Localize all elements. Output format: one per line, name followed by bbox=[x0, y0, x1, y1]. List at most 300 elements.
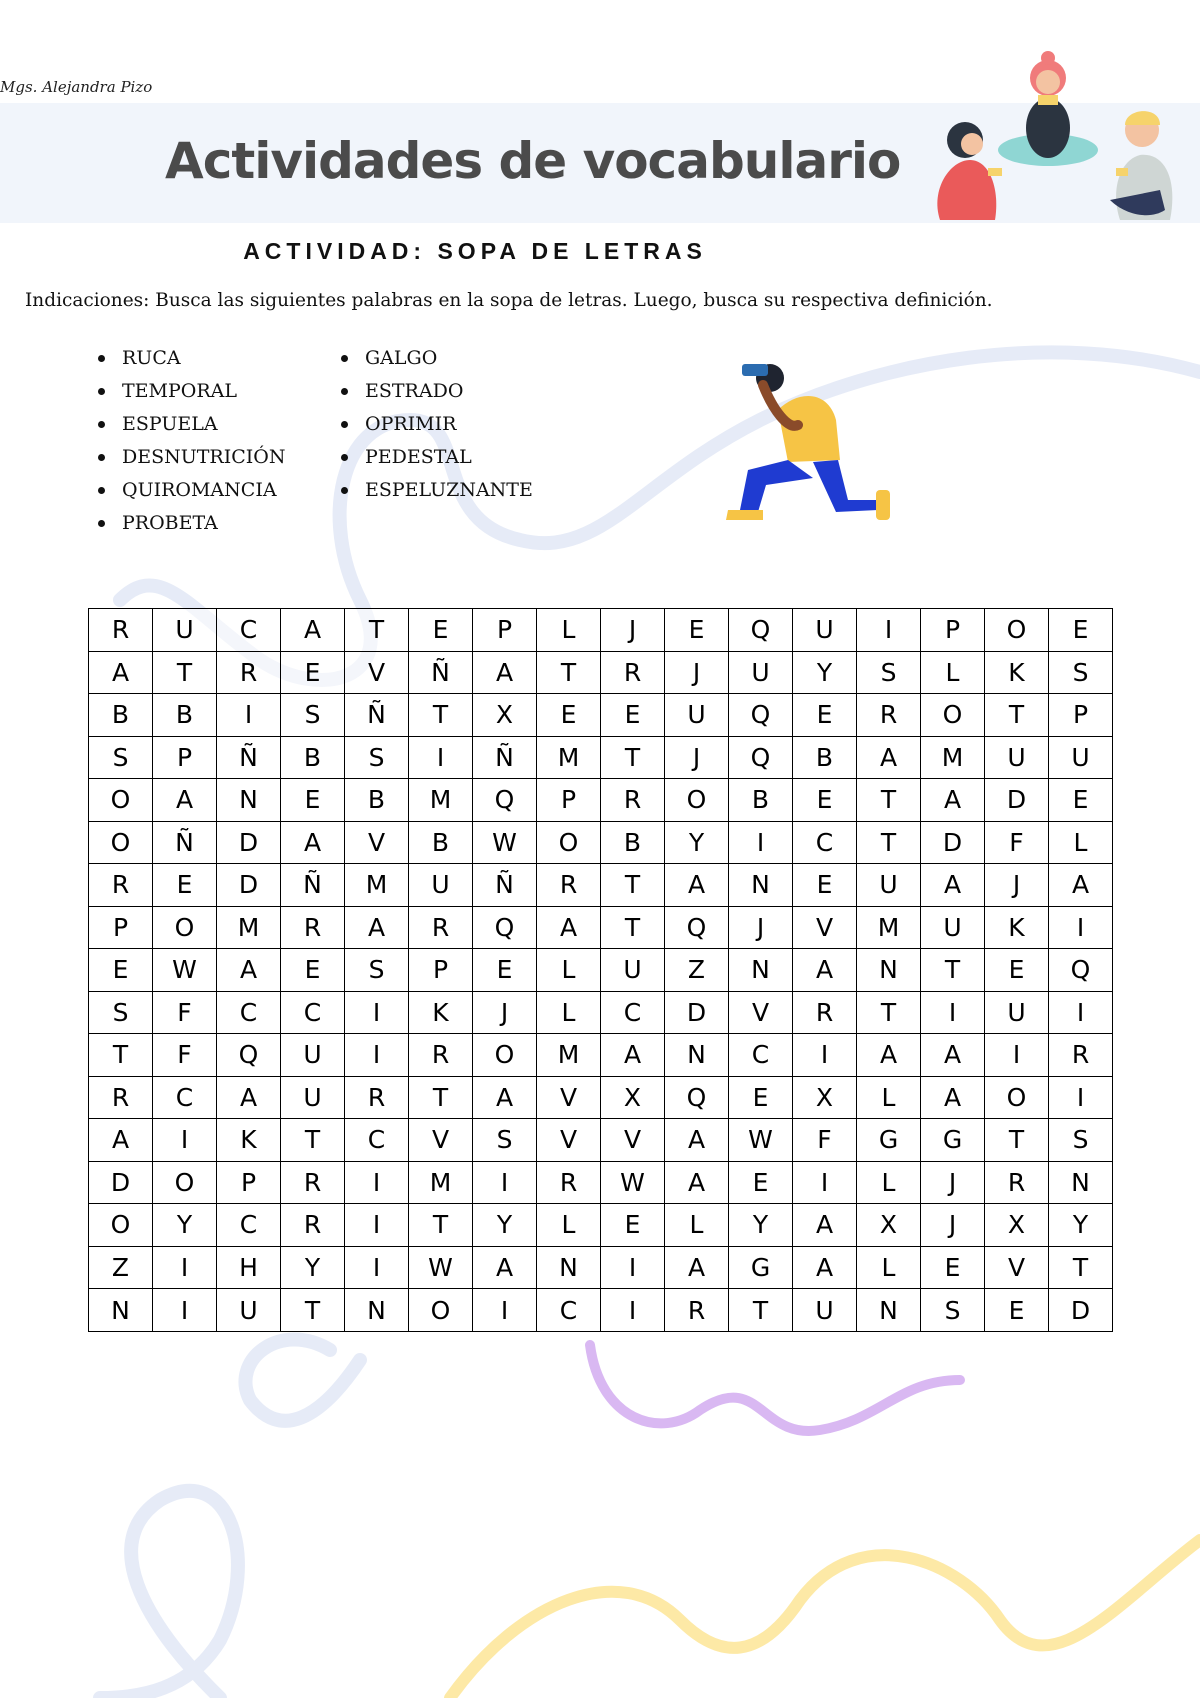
word-list-item bbox=[338, 441, 533, 474]
grid-cell[interactable]: I bbox=[793, 1034, 857, 1077]
grid-cell[interactable]: M bbox=[537, 1034, 601, 1077]
grid-cell[interactable]: F bbox=[153, 991, 217, 1034]
grid-cell[interactable]: X bbox=[857, 1204, 921, 1247]
grid-cell[interactable]: C bbox=[345, 1119, 409, 1162]
grid-cell[interactable]: R bbox=[601, 779, 665, 822]
grid-cell[interactable]: Ñ bbox=[345, 694, 409, 737]
grid-cell[interactable]: L bbox=[537, 1204, 601, 1247]
grid-cell[interactable]: P bbox=[921, 609, 985, 652]
grid-cell[interactable]: B bbox=[793, 736, 857, 779]
grid-cell[interactable]: V bbox=[537, 1119, 601, 1162]
grid-cell[interactable]: I bbox=[345, 1246, 409, 1289]
grid-cell[interactable]: U bbox=[409, 864, 473, 907]
activity-title: ACTIVIDAD: SOPA DE LETRAS bbox=[243, 238, 707, 264]
grid-cell[interactable]: I bbox=[1049, 906, 1113, 949]
grid-cell[interactable]: R bbox=[281, 1161, 345, 1204]
grid-cell[interactable]: U bbox=[921, 906, 985, 949]
grid-cell[interactable]: A bbox=[921, 1034, 985, 1077]
grid-cell[interactable]: R bbox=[409, 906, 473, 949]
grid-row bbox=[89, 736, 1113, 779]
grid-cell[interactable]: T bbox=[281, 1289, 345, 1332]
grid-cell[interactable]: Y bbox=[1049, 1204, 1113, 1247]
grid-cell[interactable]: G bbox=[729, 1246, 793, 1289]
grid-cell[interactable]: P bbox=[153, 736, 217, 779]
grid-cell[interactable]: C bbox=[217, 1204, 281, 1247]
grid-cell[interactable]: T bbox=[345, 609, 409, 652]
word-list-item bbox=[95, 375, 286, 408]
grid-row bbox=[89, 1076, 1113, 1119]
grid-cell[interactable]: V bbox=[601, 1119, 665, 1162]
grid-cell[interactable]: I bbox=[153, 1119, 217, 1162]
word-label: QUIROMANCIA bbox=[122, 479, 277, 501]
grid-cell[interactable]: E bbox=[729, 1161, 793, 1204]
grid-cell[interactable]: O bbox=[409, 1289, 473, 1332]
grid-cell[interactable]: J bbox=[921, 1161, 985, 1204]
grid-cell[interactable]: A bbox=[345, 906, 409, 949]
grid-cell[interactable]: Y bbox=[729, 1204, 793, 1247]
word-list-item bbox=[338, 474, 533, 507]
grid-cell[interactable]: M bbox=[345, 864, 409, 907]
grid-cell[interactable]: I bbox=[153, 1289, 217, 1332]
grid-cell[interactable]: M bbox=[409, 779, 473, 822]
grid-cell[interactable]: Y bbox=[665, 821, 729, 864]
grid-cell[interactable]: T bbox=[857, 779, 921, 822]
grid-cell[interactable]: R bbox=[601, 651, 665, 694]
grid-cell[interactable]: U bbox=[793, 1289, 857, 1332]
grid-cell[interactable]: M bbox=[217, 906, 281, 949]
grid-cell[interactable]: I bbox=[985, 1034, 1049, 1077]
grid-cell[interactable]: S bbox=[345, 736, 409, 779]
grid-cell[interactable]: G bbox=[857, 1119, 921, 1162]
grid-cell[interactable]: I bbox=[793, 1161, 857, 1204]
grid-cell[interactable]: V bbox=[537, 1076, 601, 1119]
grid-cell[interactable]: S bbox=[1049, 1119, 1113, 1162]
grid-cell[interactable]: A bbox=[217, 949, 281, 992]
grid-cell[interactable]: Z bbox=[665, 949, 729, 992]
grid-cell[interactable]: I bbox=[473, 1289, 537, 1332]
grid-cell[interactable]: F bbox=[985, 821, 1049, 864]
grid-cell[interactable]: T bbox=[281, 1119, 345, 1162]
grid-cell[interactable]: A bbox=[537, 906, 601, 949]
grid-cell[interactable]: L bbox=[537, 609, 601, 652]
grid-cell[interactable]: R bbox=[89, 609, 153, 652]
grid-cell[interactable]: A bbox=[473, 1246, 537, 1289]
grid-cell[interactable]: X bbox=[985, 1204, 1049, 1247]
grid-cell[interactable]: W bbox=[153, 949, 217, 992]
grid-cell[interactable]: J bbox=[729, 906, 793, 949]
grid-cell[interactable]: A bbox=[665, 864, 729, 907]
grid-cell[interactable]: T bbox=[89, 1034, 153, 1077]
word-list-item bbox=[95, 408, 286, 441]
grid-cell[interactable]: N bbox=[345, 1289, 409, 1332]
grid-cell[interactable]: O bbox=[985, 1076, 1049, 1119]
grid-cell[interactable]: E bbox=[281, 779, 345, 822]
grid-cell[interactable]: P bbox=[473, 609, 537, 652]
word-label: DESNUTRICIÓN bbox=[122, 446, 286, 468]
grid-cell[interactable]: E bbox=[409, 609, 473, 652]
grid-cell[interactable]: I bbox=[1049, 1076, 1113, 1119]
bullet-icon bbox=[98, 388, 105, 395]
bullet-icon bbox=[341, 487, 348, 494]
grid-cell[interactable]: S bbox=[89, 991, 153, 1034]
grid-cell[interactable]: Q bbox=[729, 694, 793, 737]
grid-cell[interactable]: Q bbox=[1049, 949, 1113, 992]
grid-cell[interactable]: T bbox=[409, 1204, 473, 1247]
grid-cell[interactable]: V bbox=[729, 991, 793, 1034]
grid-cell[interactable]: Q bbox=[729, 736, 793, 779]
grid-cell[interactable]: S bbox=[89, 736, 153, 779]
grid-cell[interactable]: Ñ bbox=[473, 736, 537, 779]
grid-cell[interactable]: T bbox=[985, 1119, 1049, 1162]
grid-cell[interactable]: V bbox=[345, 651, 409, 694]
grid-cell[interactable]: T bbox=[857, 991, 921, 1034]
bullet-icon bbox=[98, 355, 105, 362]
grid-cell[interactable]: J bbox=[985, 864, 1049, 907]
grid-cell[interactable]: T bbox=[921, 949, 985, 992]
grid-cell[interactable]: I bbox=[473, 1161, 537, 1204]
grid-cell[interactable]: J bbox=[601, 609, 665, 652]
grid-cell[interactable]: U bbox=[601, 949, 665, 992]
grid-cell[interactable]: V bbox=[409, 1119, 473, 1162]
grid-cell[interactable]: N bbox=[537, 1246, 601, 1289]
bullet-icon bbox=[341, 388, 348, 395]
grid-cell[interactable]: R bbox=[217, 651, 281, 694]
grid-cell[interactable]: U bbox=[857, 864, 921, 907]
grid-cell[interactable]: A bbox=[857, 1034, 921, 1077]
word-label: ESPELUZNANTE bbox=[365, 479, 533, 501]
grid-cell[interactable]: A bbox=[89, 651, 153, 694]
grid-cell[interactable]: R bbox=[89, 864, 153, 907]
grid-cell[interactable]: L bbox=[1049, 821, 1113, 864]
grid-cell[interactable]: O bbox=[153, 906, 217, 949]
grid-cell[interactable]: S bbox=[1049, 651, 1113, 694]
grid-cell[interactable]: V bbox=[345, 821, 409, 864]
grid-cell[interactable]: Q bbox=[665, 1076, 729, 1119]
grid-cell[interactable]: U bbox=[985, 991, 1049, 1034]
grid-cell[interactable]: R bbox=[409, 1034, 473, 1077]
grid-cell[interactable]: N bbox=[217, 779, 281, 822]
word-label: PEDESTAL bbox=[365, 446, 472, 468]
grid-cell[interactable]: A bbox=[1049, 864, 1113, 907]
grid-cell[interactable]: Y bbox=[281, 1246, 345, 1289]
grid-cell[interactable]: E bbox=[793, 864, 857, 907]
grid-cell[interactable]: S bbox=[281, 694, 345, 737]
grid-cell[interactable]: E bbox=[921, 1246, 985, 1289]
word-label: GALGO bbox=[365, 347, 438, 369]
grid-cell[interactable]: A bbox=[89, 1119, 153, 1162]
bullet-icon bbox=[341, 454, 348, 461]
grid-cell[interactable]: I bbox=[729, 821, 793, 864]
word-label: RUCA bbox=[122, 347, 181, 369]
grid-cell[interactable]: O bbox=[985, 609, 1049, 652]
grid-cell[interactable]: R bbox=[345, 1076, 409, 1119]
grid-cell[interactable]: E bbox=[537, 694, 601, 737]
grid-cell[interactable]: I bbox=[601, 1246, 665, 1289]
grid-cell[interactable]: J bbox=[665, 651, 729, 694]
grid-cell[interactable]: I bbox=[153, 1246, 217, 1289]
grid-cell[interactable]: W bbox=[473, 821, 537, 864]
grid-cell[interactable]: B bbox=[153, 694, 217, 737]
grid-cell[interactable]: J bbox=[921, 1204, 985, 1247]
grid-cell[interactable]: O bbox=[89, 821, 153, 864]
grid-cell[interactable]: D bbox=[217, 864, 281, 907]
bullet-icon bbox=[341, 355, 348, 362]
grid-cell[interactable]: A bbox=[473, 1076, 537, 1119]
grid-cell[interactable]: Y bbox=[473, 1204, 537, 1247]
grid-cell[interactable]: O bbox=[153, 1161, 217, 1204]
grid-cell[interactable]: G bbox=[921, 1119, 985, 1162]
grid-cell[interactable]: T bbox=[153, 651, 217, 694]
grid-cell[interactable]: M bbox=[537, 736, 601, 779]
grid-cell[interactable]: O bbox=[665, 779, 729, 822]
grid-cell[interactable]: R bbox=[857, 694, 921, 737]
grid-cell[interactable]: A bbox=[473, 651, 537, 694]
grid-cell[interactable]: M bbox=[921, 736, 985, 779]
grid-cell[interactable]: K bbox=[985, 906, 1049, 949]
grid-cell[interactable]: T bbox=[601, 736, 665, 779]
page-title: Actividades de vocabulario bbox=[165, 132, 901, 190]
grid-cell[interactable]: N bbox=[1049, 1161, 1113, 1204]
grid-cell[interactable]: E bbox=[89, 949, 153, 992]
grid-cell[interactable]: A bbox=[921, 864, 985, 907]
grid-cell[interactable]: I bbox=[1049, 991, 1113, 1034]
grid-cell[interactable]: Ñ bbox=[217, 736, 281, 779]
grid-cell[interactable]: W bbox=[601, 1161, 665, 1204]
grid-cell[interactable]: Q bbox=[473, 906, 537, 949]
grid-cell[interactable]: E bbox=[729, 1076, 793, 1119]
grid-cell[interactable]: B bbox=[89, 694, 153, 737]
grid-cell[interactable]: E bbox=[601, 1204, 665, 1247]
grid-cell[interactable]: A bbox=[281, 821, 345, 864]
grid-cell[interactable]: Z bbox=[89, 1246, 153, 1289]
grid-cell[interactable]: I bbox=[857, 609, 921, 652]
bullet-icon bbox=[98, 520, 105, 527]
grid-cell[interactable]: R bbox=[793, 991, 857, 1034]
grid-cell[interactable]: E bbox=[1049, 609, 1113, 652]
grid-cell[interactable]: K bbox=[409, 991, 473, 1034]
grid-cell[interactable]: Q bbox=[217, 1034, 281, 1077]
grid-cell[interactable]: T bbox=[409, 694, 473, 737]
grid-cell[interactable]: T bbox=[985, 694, 1049, 737]
grid-cell[interactable]: R bbox=[537, 1161, 601, 1204]
grid-cell[interactable]: I bbox=[601, 1289, 665, 1332]
grid-cell[interactable]: E bbox=[601, 694, 665, 737]
grid-row bbox=[89, 1119, 1113, 1162]
grid-cell[interactable]: A bbox=[665, 1161, 729, 1204]
grid-cell[interactable]: I bbox=[409, 736, 473, 779]
grid-cell[interactable]: J bbox=[473, 991, 537, 1034]
grid-cell[interactable]: A bbox=[601, 1034, 665, 1077]
grid-cell[interactable]: O bbox=[89, 779, 153, 822]
grid-cell[interactable]: L bbox=[921, 651, 985, 694]
grid-cell[interactable]: H bbox=[217, 1246, 281, 1289]
grid-cell[interactable]: N bbox=[729, 864, 793, 907]
grid-cell[interactable]: T bbox=[601, 864, 665, 907]
grid-cell[interactable]: T bbox=[601, 906, 665, 949]
grid-cell[interactable]: E bbox=[665, 609, 729, 652]
grid-cell[interactable]: T bbox=[1049, 1246, 1113, 1289]
grid-cell[interactable]: U bbox=[985, 736, 1049, 779]
grid-cell[interactable]: M bbox=[409, 1161, 473, 1204]
grid-cell[interactable]: L bbox=[857, 1076, 921, 1119]
grid-cell[interactable]: B bbox=[345, 779, 409, 822]
grid-cell[interactable]: S bbox=[921, 1289, 985, 1332]
grid-cell[interactable]: L bbox=[857, 1246, 921, 1289]
grid-cell[interactable]: E bbox=[793, 694, 857, 737]
bullet-icon bbox=[98, 454, 105, 461]
grid-cell[interactable]: A bbox=[153, 779, 217, 822]
grid-cell[interactable]: N bbox=[665, 1034, 729, 1077]
grid-cell[interactable]: C bbox=[153, 1076, 217, 1119]
grid-cell[interactable]: C bbox=[281, 991, 345, 1034]
grid-cell[interactable]: E bbox=[473, 949, 537, 992]
grid-cell[interactable]: R bbox=[537, 864, 601, 907]
grid-cell[interactable]: T bbox=[729, 1289, 793, 1332]
grid-cell[interactable]: I bbox=[345, 991, 409, 1034]
grid-cell[interactable]: Ñ bbox=[473, 864, 537, 907]
grid-cell[interactable]: E bbox=[1049, 779, 1113, 822]
grid-cell[interactable]: Y bbox=[793, 651, 857, 694]
grid-cell[interactable]: R bbox=[281, 1204, 345, 1247]
grid-cell[interactable]: A bbox=[921, 1076, 985, 1119]
grid-cell[interactable]: F bbox=[153, 1034, 217, 1077]
grid-cell[interactable]: U bbox=[793, 609, 857, 652]
grid-cell[interactable]: N bbox=[729, 949, 793, 992]
grid-cell[interactable]: R bbox=[89, 1076, 153, 1119]
grid-cell[interactable]: D bbox=[1049, 1289, 1113, 1332]
grid-cell[interactable]: C bbox=[601, 991, 665, 1034]
grid-cell[interactable]: I bbox=[217, 694, 281, 737]
grid-cell[interactable]: R bbox=[665, 1289, 729, 1332]
grid-cell[interactable]: N bbox=[89, 1289, 153, 1332]
grid-cell[interactable]: A bbox=[921, 779, 985, 822]
grid-cell[interactable]: B bbox=[729, 779, 793, 822]
grid-cell[interactable]: T bbox=[857, 821, 921, 864]
word-list-item bbox=[95, 474, 286, 507]
grid-cell[interactable]: C bbox=[217, 991, 281, 1034]
grid-cell[interactable]: R bbox=[1049, 1034, 1113, 1077]
grid-cell[interactable]: L bbox=[665, 1204, 729, 1247]
grid-row bbox=[89, 864, 1113, 907]
grid-cell[interactable]: X bbox=[473, 694, 537, 737]
grid-cell[interactable]: A bbox=[665, 1119, 729, 1162]
grid-cell[interactable]: C bbox=[217, 609, 281, 652]
grid-cell[interactable]: D bbox=[217, 821, 281, 864]
grid-cell[interactable]: E bbox=[793, 779, 857, 822]
grid-cell[interactable]: U bbox=[729, 651, 793, 694]
grid-cell[interactable]: I bbox=[921, 991, 985, 1034]
grid-cell[interactable]: C bbox=[537, 1289, 601, 1332]
grid-cell[interactable]: A bbox=[665, 1246, 729, 1289]
grid-cell[interactable]: I bbox=[345, 1204, 409, 1247]
grid-cell[interactable]: P bbox=[1049, 694, 1113, 737]
grid-cell[interactable]: M bbox=[857, 906, 921, 949]
grid-cell[interactable]: J bbox=[665, 736, 729, 779]
grid-cell[interactable]: A bbox=[857, 736, 921, 779]
grid-cell[interactable]: B bbox=[409, 821, 473, 864]
word-list-column-2 bbox=[338, 342, 533, 507]
grid-cell[interactable]: A bbox=[217, 1076, 281, 1119]
grid-cell[interactable]: X bbox=[601, 1076, 665, 1119]
grid-cell[interactable]: K bbox=[217, 1119, 281, 1162]
grid-cell[interactable]: L bbox=[537, 949, 601, 992]
grid-cell[interactable]: W bbox=[409, 1246, 473, 1289]
grid-cell[interactable]: O bbox=[473, 1034, 537, 1077]
grid-cell[interactable]: Q bbox=[473, 779, 537, 822]
grid-cell[interactable]: V bbox=[793, 906, 857, 949]
grid-cell[interactable]: Y bbox=[153, 1204, 217, 1247]
grid-cell[interactable]: W bbox=[729, 1119, 793, 1162]
grid-cell[interactable]: T bbox=[537, 651, 601, 694]
grid-cell[interactable]: A bbox=[793, 1204, 857, 1247]
grid-cell[interactable]: P bbox=[537, 779, 601, 822]
grid-cell[interactable]: R bbox=[985, 1161, 1049, 1204]
grid-cell[interactable]: R bbox=[281, 906, 345, 949]
grid-cell[interactable]: X bbox=[793, 1076, 857, 1119]
grid-cell[interactable]: U bbox=[153, 609, 217, 652]
grid-cell[interactable]: U bbox=[665, 694, 729, 737]
grid-cell[interactable]: A bbox=[793, 1246, 857, 1289]
grid-cell[interactable]: E bbox=[153, 864, 217, 907]
grid-cell[interactable]: N bbox=[857, 949, 921, 992]
grid-cell[interactable]: N bbox=[857, 1289, 921, 1332]
grid-cell[interactable]: U bbox=[281, 1034, 345, 1077]
grid-cell[interactable]: A bbox=[281, 609, 345, 652]
grid-row bbox=[89, 821, 1113, 864]
grid-cell[interactable]: V bbox=[985, 1246, 1049, 1289]
grid-cell[interactable]: F bbox=[793, 1119, 857, 1162]
grid-cell[interactable]: Ñ bbox=[409, 651, 473, 694]
grid-cell[interactable]: S bbox=[345, 949, 409, 992]
grid-cell[interactable]: T bbox=[409, 1076, 473, 1119]
grid-cell[interactable]: I bbox=[345, 1034, 409, 1077]
grid-cell[interactable]: A bbox=[793, 949, 857, 992]
grid-cell[interactable]: E bbox=[281, 651, 345, 694]
grid-cell[interactable]: O bbox=[537, 821, 601, 864]
grid-cell[interactable]: L bbox=[537, 991, 601, 1034]
grid-cell[interactable]: O bbox=[921, 694, 985, 737]
grid-cell[interactable]: C bbox=[793, 821, 857, 864]
grid-cell[interactable]: S bbox=[473, 1119, 537, 1162]
grid-cell[interactable]: D bbox=[665, 991, 729, 1034]
grid-cell[interactable]: U bbox=[281, 1076, 345, 1119]
grid-cell[interactable]: U bbox=[1049, 736, 1113, 779]
grid-cell[interactable]: P bbox=[409, 949, 473, 992]
grid-cell[interactable]: Q bbox=[665, 906, 729, 949]
grid-cell[interactable]: B bbox=[601, 821, 665, 864]
grid-cell[interactable]: D bbox=[985, 779, 1049, 822]
grid-cell[interactable]: D bbox=[89, 1161, 153, 1204]
grid-cell[interactable]: Ñ bbox=[153, 821, 217, 864]
grid-cell[interactable]: P bbox=[89, 906, 153, 949]
grid-cell[interactable]: O bbox=[89, 1204, 153, 1247]
grid-cell[interactable]: E bbox=[281, 949, 345, 992]
grid-cell[interactable]: S bbox=[857, 651, 921, 694]
grid-cell[interactable]: U bbox=[217, 1289, 281, 1332]
grid-row bbox=[89, 1246, 1113, 1289]
grid-cell[interactable]: Q bbox=[729, 609, 793, 652]
grid-cell[interactable]: E bbox=[985, 949, 1049, 992]
grid-cell[interactable]: C bbox=[729, 1034, 793, 1077]
grid-cell[interactable]: I bbox=[345, 1161, 409, 1204]
grid-cell[interactable]: Ñ bbox=[281, 864, 345, 907]
grid-cell[interactable]: P bbox=[217, 1161, 281, 1204]
grid-cell[interactable]: E bbox=[985, 1289, 1049, 1332]
grid-cell[interactable]: L bbox=[857, 1161, 921, 1204]
grid-cell[interactable]: B bbox=[281, 736, 345, 779]
grid-cell[interactable]: K bbox=[985, 651, 1049, 694]
grid-cell[interactable]: D bbox=[921, 821, 985, 864]
